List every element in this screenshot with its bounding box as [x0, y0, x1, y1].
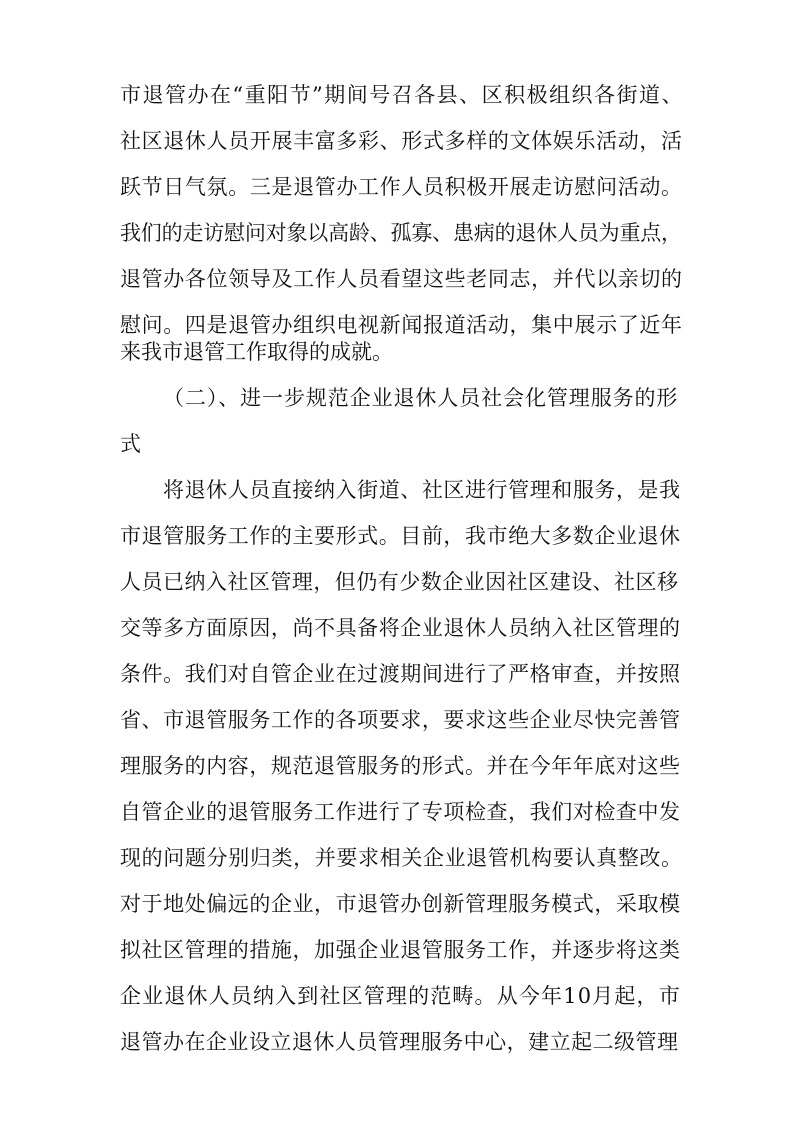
- body-text-line: 交等多方面原因，尚不具备将企业退休人员纳入社区管理的: [120, 616, 681, 640]
- body-text-line: 跃节日气氛。三是退管办工作人员积极开展走访慰问活动。: [120, 175, 683, 199]
- body-text-line: 来我市退管工作取得的成就。: [120, 340, 393, 364]
- body-text-line: 我们的走访慰问对象以高龄、孤寡、患病的退休人员为重点，: [120, 221, 682, 245]
- body-text-line: 退管办在企业设立退休人员管理服务中心，建立起二级管理: [120, 1030, 679, 1054]
- body-text-line: 对于地处偏远的企业，市退管办创新管理服务模式，采取模: [120, 892, 681, 916]
- body-text-line: 自管企业的退管服务工作进行了专项检查，我们对检查中发: [120, 800, 681, 824]
- body-text-line: 理服务的内容，规范退管服务的形式。并在今年年底对这些: [120, 754, 681, 778]
- body-text-line: 社区退休人员开展丰富多彩、形式多样的文体娱乐活动，活: [120, 129, 683, 153]
- body-text-line: 市退管服务工作的主要形式。目前，我市绝大多数企业退休: [120, 524, 681, 548]
- body-text-line: 慰问。四是退管办组织电视新闻报道活动，集中展示了近年: [120, 313, 683, 337]
- body-text-line: 退管办各位领导及工作人员看望这些老同志，并代以亲切的: [120, 267, 683, 291]
- body-text-line: 将退休人员直接纳入街道、社区进行管理和服务，是我: [163, 478, 681, 502]
- section-heading-continuation: 式: [120, 432, 141, 456]
- body-text-line: 现的问题分别归类，并要求相关企业退管机构要认真整改。: [120, 846, 683, 870]
- body-text-line: 拟社区管理的措施，加强企业退管服务工作，并逐步将这类: [120, 938, 681, 962]
- body-text-line: 企业退休人员纳入到社区管理的范畴。从今年10月起，市: [120, 984, 681, 1008]
- body-text-line: 省、市退管服务工作的各项要求，要求这些企业尽快完善管: [120, 708, 681, 732]
- body-text-line: 条件。我们对自管企业在过渡期间进行了严格审查，并按照: [120, 662, 681, 686]
- body-text-line: 人员已纳入社区管理，但仍有少数企业因社区建设、社区移: [120, 570, 679, 594]
- body-text-line: 市退管办在“重阳节”期间号召各县、区积极组织各街道、: [120, 83, 684, 107]
- section-heading: （二）、进一步规范企业退休人员社会化管理服务的形: [163, 386, 679, 410]
